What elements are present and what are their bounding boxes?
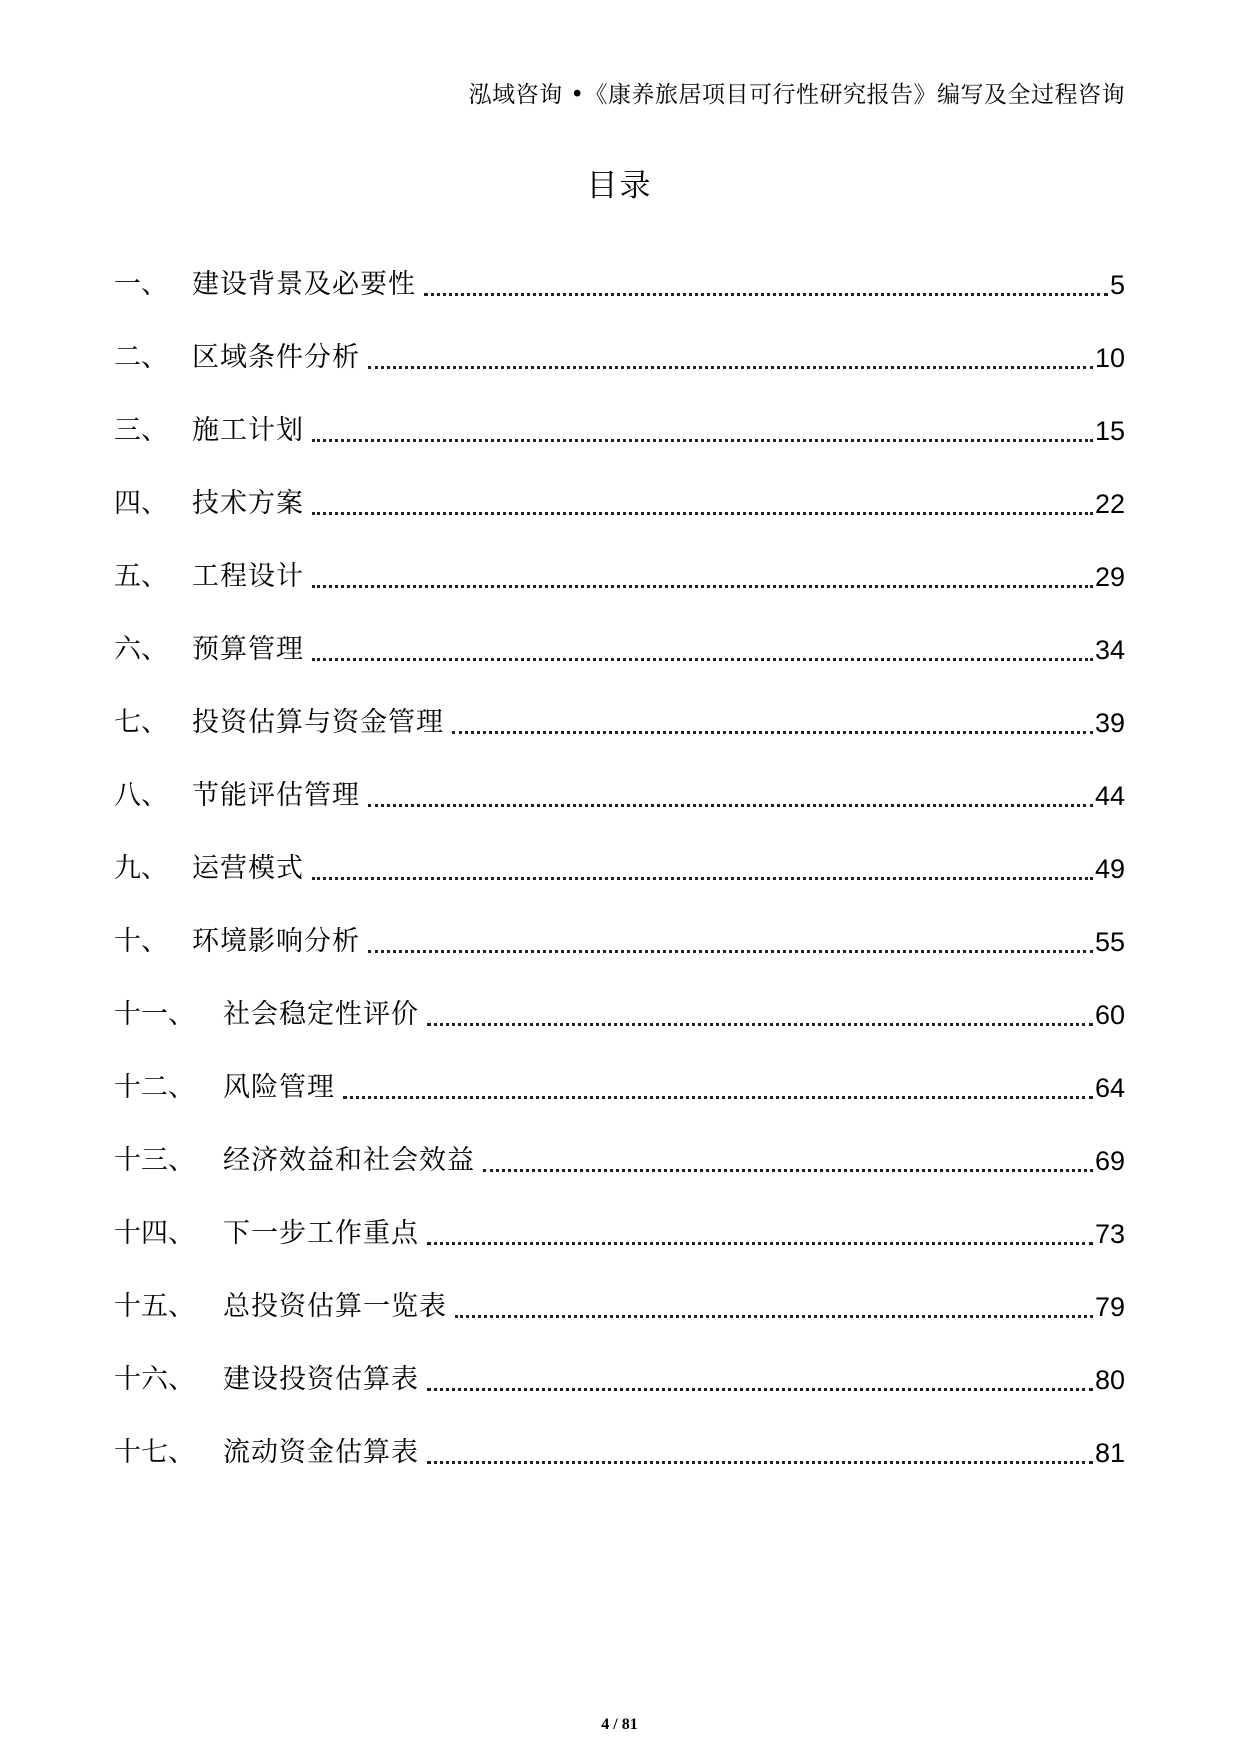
dot-leader <box>312 583 1093 588</box>
toc-entry-label: 技术方案 <box>192 488 304 519</box>
dot-leader <box>368 364 1093 369</box>
toc-entry-number: 十三、 <box>114 1145 195 1176</box>
toc-entry-number: 一、 <box>114 269 168 300</box>
toc-entry-label: 预算管理 <box>192 634 304 665</box>
toc-entry-label: 环境影响分析 <box>192 926 360 957</box>
toc-entry-page: 55 <box>1094 927 1125 957</box>
page-number: 4 / 81 <box>601 1716 638 1733</box>
dot-leader <box>312 437 1093 442</box>
toc-entry-number: 十、 <box>114 926 168 957</box>
toc-entry-page: 10 <box>1094 343 1125 373</box>
toc-entry-page: 22 <box>1094 489 1125 519</box>
toc-entry-label: 施工计划 <box>192 415 304 446</box>
toc-entry-page: 81 <box>1094 1438 1125 1468</box>
toc-entry-number: 十六、 <box>114 1364 195 1395</box>
toc-entry[interactable] <box>114 889 1125 962</box>
toc-entry-page: 34 <box>1094 635 1125 665</box>
dot-leader <box>427 1386 1093 1391</box>
dot-leader <box>368 802 1093 807</box>
dot-leader <box>343 1094 1093 1099</box>
toc-entry-number: 三、 <box>114 415 168 446</box>
dot-leader <box>368 948 1093 953</box>
toc-entry[interactable] <box>114 670 1125 743</box>
toc-entry-page: 80 <box>1094 1365 1125 1395</box>
toc-entry-number: 十四、 <box>114 1218 195 1249</box>
toc-entry-page: 79 <box>1094 1292 1125 1322</box>
toc-entry-label: 投资估算与资金管理 <box>192 707 444 738</box>
page-title: 目录 <box>586 168 653 204</box>
toc-entry[interactable] <box>114 1327 1125 1400</box>
toc-entry[interactable] <box>114 962 1125 1035</box>
toc-entry[interactable] <box>114 597 1125 670</box>
toc-entry-label: 下一步工作重点 <box>223 1218 419 1249</box>
toc-entry-page: 60 <box>1094 1000 1125 1030</box>
dot-leader <box>312 656 1093 661</box>
toc-entry[interactable] <box>114 1400 1125 1473</box>
toc-entry-label: 风险管理 <box>223 1072 335 1103</box>
dot-leader <box>452 729 1093 734</box>
toc-entry-number: 五、 <box>114 561 168 592</box>
table-of-contents <box>114 232 1125 1473</box>
toc-entry-number: 九、 <box>114 853 168 884</box>
dot-leader <box>427 1240 1093 1245</box>
dot-leader <box>312 510 1093 515</box>
toc-entry-number: 七、 <box>114 707 168 738</box>
dot-leader <box>312 875 1093 880</box>
toc-entry-label: 区域条件分析 <box>192 342 360 373</box>
toc-entry-number: 二、 <box>114 342 168 373</box>
dot-leader <box>455 1313 1093 1318</box>
dot-leader <box>427 1021 1093 1026</box>
toc-entry-number: 四、 <box>114 488 168 519</box>
toc-entry-page: 5 <box>1109 270 1125 300</box>
toc-entry[interactable] <box>114 816 1125 889</box>
toc-entry[interactable] <box>114 743 1125 816</box>
toc-entry-label: 运营模式 <box>192 853 304 884</box>
toc-entry-page: 64 <box>1094 1073 1125 1103</box>
toc-entry[interactable] <box>114 1254 1125 1327</box>
toc-entry-page: 44 <box>1094 781 1125 811</box>
toc-entry[interactable] <box>114 232 1125 305</box>
toc-entry-number: 八、 <box>114 780 168 811</box>
toc-entry[interactable] <box>114 1108 1125 1181</box>
toc-entry-label: 流动资金估算表 <box>223 1437 419 1468</box>
toc-entry-number: 十一、 <box>114 999 195 1030</box>
toc-entry-number: 十五、 <box>114 1291 195 1322</box>
toc-entry-page: 73 <box>1094 1219 1125 1249</box>
toc-entry-number: 十二、 <box>114 1072 195 1103</box>
toc-entry-page: 29 <box>1094 562 1125 592</box>
toc-entry[interactable] <box>114 1035 1125 1108</box>
toc-entry[interactable] <box>114 524 1125 597</box>
dot-leader <box>424 291 1108 296</box>
page-header: 泓域咨询 •《康养旅居项目可行性研究报告》编写及全过程咨询 <box>468 82 1125 108</box>
toc-entry-label: 节能评估管理 <box>192 780 360 811</box>
dot-leader <box>483 1167 1093 1172</box>
toc-entry-label: 工程设计 <box>192 561 304 592</box>
toc-entry-page: 39 <box>1094 708 1125 738</box>
dot-leader <box>427 1459 1093 1464</box>
toc-entry[interactable] <box>114 305 1125 378</box>
toc-entry-page: 49 <box>1094 854 1125 884</box>
toc-entry-number: 六、 <box>114 634 168 665</box>
toc-entry-page: 69 <box>1094 1146 1125 1176</box>
toc-entry[interactable] <box>114 451 1125 524</box>
toc-entry-label: 总投资估算一览表 <box>223 1291 447 1322</box>
toc-entry-label: 经济效益和社会效益 <box>223 1145 475 1176</box>
toc-entry-number: 十七、 <box>114 1437 195 1468</box>
toc-entry-label: 建设投资估算表 <box>223 1364 419 1395</box>
toc-entry-label: 建设背景及必要性 <box>192 269 416 300</box>
toc-entry-page: 15 <box>1094 416 1125 446</box>
toc-entry[interactable] <box>114 378 1125 451</box>
toc-entry[interactable] <box>114 1181 1125 1254</box>
toc-entry-label: 社会稳定性评价 <box>223 999 419 1030</box>
